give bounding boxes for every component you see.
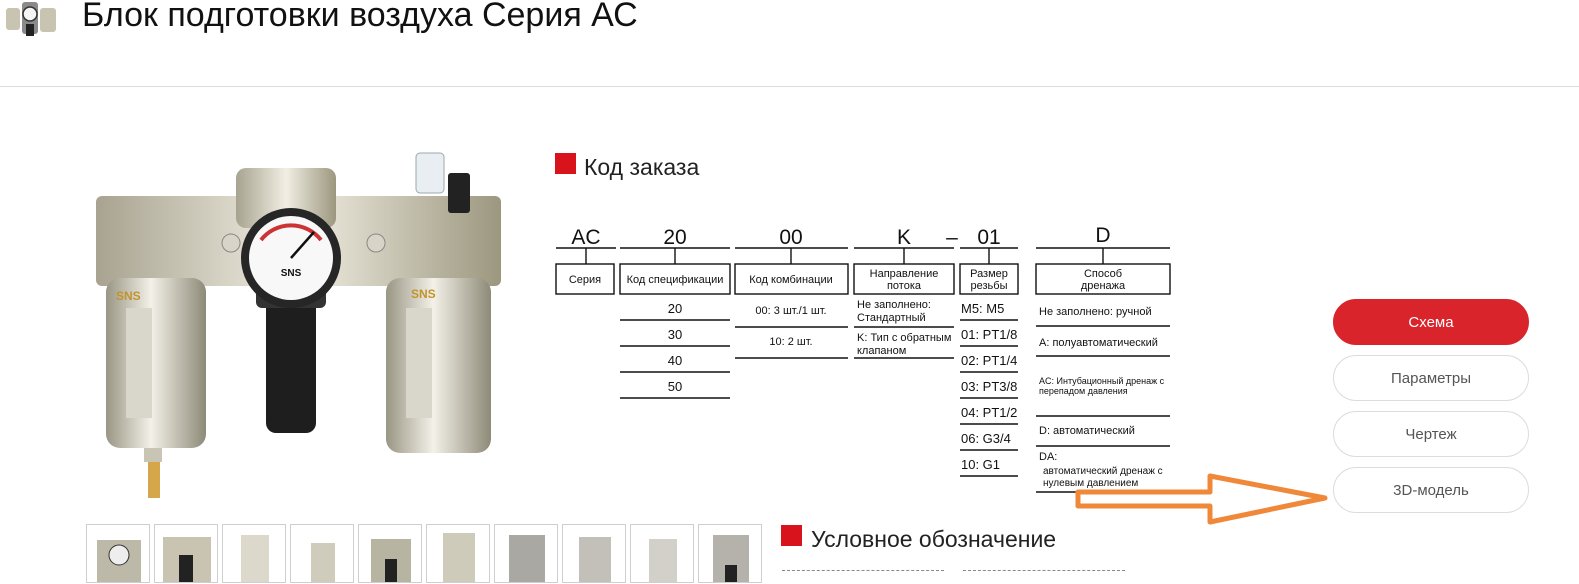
thumbnail[interactable] [290,524,354,583]
thumbnail-strip [86,524,776,583]
thread-value: 02: PT1/4 [961,353,1018,368]
symbol-title: Условное обозначение [811,526,1057,552]
thread-value: M5: M5 [961,301,1005,316]
drain-value: нулевым давлением [1043,478,1139,489]
label-thread-1: Размер [970,268,1008,280]
thread-value: 04: PT1/2 [961,405,1018,420]
spec-value: 30 [667,327,683,342]
symbol-diagram-right [963,570,1125,584]
thumbnail[interactable] [630,524,694,583]
thread-value: 01: PT1/8 [961,327,1018,342]
thumbnail[interactable] [698,524,762,583]
label-combo-code: Код комбинации [749,274,833,286]
spec-value: 20 [667,301,683,316]
thumbnail[interactable] [358,524,422,583]
drain-value: AC: Интубационный дренаж с [1039,376,1165,386]
thumbnail[interactable] [222,524,286,583]
label-drain-2: дренажа [1080,280,1126,292]
code-part-drain: D [1095,224,1111,247]
thread-value: 06: G3/4 [961,431,1011,446]
brand-label-left: SNS [116,289,141,303]
annotation-arrow [1070,470,1335,530]
header-divider [0,86,1579,87]
label-drain-1: Способ [1083,268,1123,280]
tab-parameters[interactable]: Параметры [1333,355,1529,401]
page-title: Блок подготовки воздуха Серия АС [82,0,638,34]
drain-value: A: полуавтоматический [1039,337,1158,349]
drain-value: DA: [1039,451,1058,463]
spec-value: 50 [667,379,683,394]
flow-value: Стандартный [857,312,926,324]
code-part-thread: 01 [977,226,1001,249]
drain-value: D: автоматический [1039,425,1135,437]
thumbnail[interactable] [154,524,218,583]
label-flow-2: потока [886,280,922,292]
thumbnail[interactable] [562,524,626,583]
code-part-combo: 00 [779,226,803,249]
thread-value: 03: PT3/8 [961,379,1018,394]
product-icon [4,0,64,40]
order-code-title: Код заказа [584,154,700,180]
thread-value: 10: G1 [961,457,1001,472]
combo-value: 00: 3 шт./1 шт. [755,305,827,317]
view-tabs [1333,299,1529,523]
thumbnail[interactable] [494,524,558,583]
label-flow-1: Направление [869,268,939,280]
drain-value: автоматический дренаж с [1043,466,1163,477]
flow-value: K: Тип с обратным [857,332,952,344]
drain-value: перепадом давления [1039,386,1128,396]
spec-value: 40 [667,353,683,368]
code-part-series: AC [571,226,601,249]
tab-3d-model[interactable]: 3D-модель [1333,467,1529,513]
thumbnail[interactable] [86,524,150,583]
code-part-spec: 20 [663,226,687,249]
order-code-marker [555,153,576,174]
label-series: Серия [568,274,602,286]
flow-value: Не заполнено: [857,299,931,311]
order-code-diagram [550,222,1180,502]
brand-label-right: SNS [411,287,436,301]
symbol-marker [781,525,802,546]
code-part-dash: – [946,226,958,249]
label-spec-code: Код спецификации [626,274,724,286]
code-part-flow: K [896,226,912,249]
gauge-label: SNS [280,268,302,279]
drain-value: Не заполнено: ручной [1039,306,1152,318]
tab-scheme[interactable]: Схема [1333,299,1529,345]
flow-value: клапаном [857,345,907,357]
symbol-diagram-left [782,570,944,584]
label-thread-2: резьбы [970,280,1008,292]
product-image [86,148,511,503]
tab-drawing[interactable]: Чертеж [1333,411,1529,457]
thumbnail[interactable] [426,524,490,583]
combo-value: 10: 2 шт. [769,336,813,348]
